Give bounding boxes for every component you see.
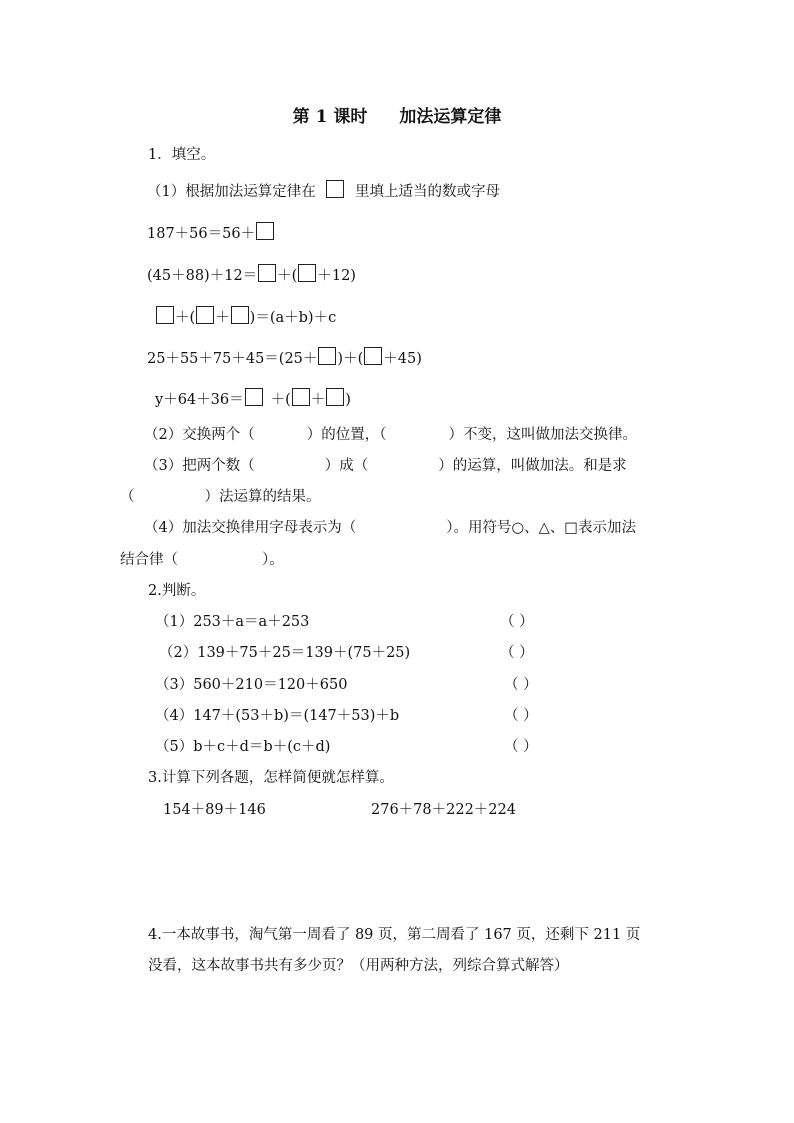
sub4-text-a: （4）加法交换律用字母表示为（ [144,520,357,536]
eq5-text-a: y＋64＋36＝ [155,392,244,408]
judge-blank-3[interactable]: （ ） [504,677,538,693]
judge-item-4: （4）147＋(53＋b)＝(147＋53)＋b [155,708,400,724]
eq5-text-c: ＋ [310,392,326,408]
q1-eq4 [147,347,422,369]
judge-blank-4[interactable]: （ ） [504,708,538,724]
eq3-text-a: ＋( [175,310,196,326]
q1-heading: 1．填空。 [148,147,216,163]
answer-box[interactable] [326,388,344,406]
shape-symbols: ○、△、□ [511,520,578,536]
answer-box[interactable] [298,264,316,282]
answer-box[interactable] [231,306,249,324]
judge-blank-1[interactable]: （ ） [500,614,534,630]
sub3-text-a: （3）把两个数（ [144,458,255,474]
answer-box[interactable] [156,306,174,324]
sub3-text-d: （ [120,489,135,505]
sub4-text-b: ）。用符号 [446,520,512,536]
q1-eq5 [155,388,351,410]
q3-heading: 3.计算下列各题，怎样简便就怎样算。 [148,770,394,786]
q1-eq1 [147,222,275,244]
judge-item-5: （5）b＋c＋d＝b＋(c＋d) [155,739,331,755]
eq4-text-a: 25＋55＋75＋45＝(25＋ [147,351,318,367]
sub3-text-e: ）法运算的结果。 [204,489,321,505]
sub3-text-b: ）成（ [324,458,369,474]
sub3-text-c: ）的运算，叫做加法。和是求 [438,458,627,474]
sub4-text-e: ）。 [262,552,284,568]
judge-item-1: （1）253＋a＝a＋253 [155,614,310,630]
sub4-text-c: 表示加法 [578,520,636,536]
answer-box[interactable] [364,347,382,365]
answer-box[interactable] [245,388,263,406]
q2-heading: 2.判断。 [148,583,206,599]
q1-sub4-cont [120,550,284,570]
answer-box[interactable] [196,306,214,324]
sub4-text-d: 结合律（ [120,552,178,568]
eq2-text-c: ＋12) [317,268,356,284]
q1-eq3 [155,306,336,328]
lesson-topic: 加法运算定律 [399,107,502,127]
eq3-text-c: )＝(a＋b)＋c [249,310,337,326]
q1-sub2 [144,425,637,445]
answer-box[interactable] [318,347,336,365]
q4-line-1: 4.一本故事书，淘气第一周看了 89 页，第二周看了 167 页，还剩下 211 页 [148,927,641,943]
eq4-text-b: )＋( [337,351,364,367]
page-title [0,107,794,127]
q1-sub1-suffix: 里填上适当的数或字母 [354,184,500,200]
lesson-number: 第 1 课时 [292,107,368,127]
answer-box[interactable] [326,180,344,198]
sub2-text-b: ）的位置，（ [306,427,387,443]
answer-box[interactable] [256,222,274,240]
eq4-text-c: ＋45) [383,351,422,367]
answer-box[interactable] [258,264,276,282]
eq5-text-b: ＋( [270,392,291,408]
q1-eq2 [147,264,356,286]
q1-sub3-cont [120,487,321,507]
q3-expr-2: 276＋78＋222＋224 [371,802,516,818]
judge-blank-5[interactable]: （ ） [504,739,538,755]
sub2-text-c: ）不变，这叫做加法交换律。 [448,427,637,443]
q1-sub1 [147,180,500,202]
judge-blank-2[interactable]: （ ） [500,645,534,661]
judge-item-2: （2）139＋75＋25＝139＋(75＋25) [159,645,411,661]
q1-sub4 [144,518,636,538]
answer-box[interactable] [292,388,310,406]
sub2-text-a: （2）交换两个（ [144,427,255,443]
judge-item-3: （3）560＋210＝120＋650 [155,677,348,693]
eq3-text-b: ＋ [215,310,230,326]
q3-expr-1: 154＋89＋146 [163,802,266,818]
eq5-text-d: ) [345,392,351,408]
q4-line-2: 没看，这本故事书共有多少页？（用两种方法，列综合算式解答） [148,958,569,974]
eq2-text-a: (45＋88)＋12＝ [147,268,258,284]
eq2-text-b: ＋( [277,268,298,284]
q1-sub3 [144,456,627,476]
q1-sub1-prefix: （1）根据加法运算定律在 [147,184,316,200]
eq1-text: 187＋56＝56＋ [147,226,256,242]
